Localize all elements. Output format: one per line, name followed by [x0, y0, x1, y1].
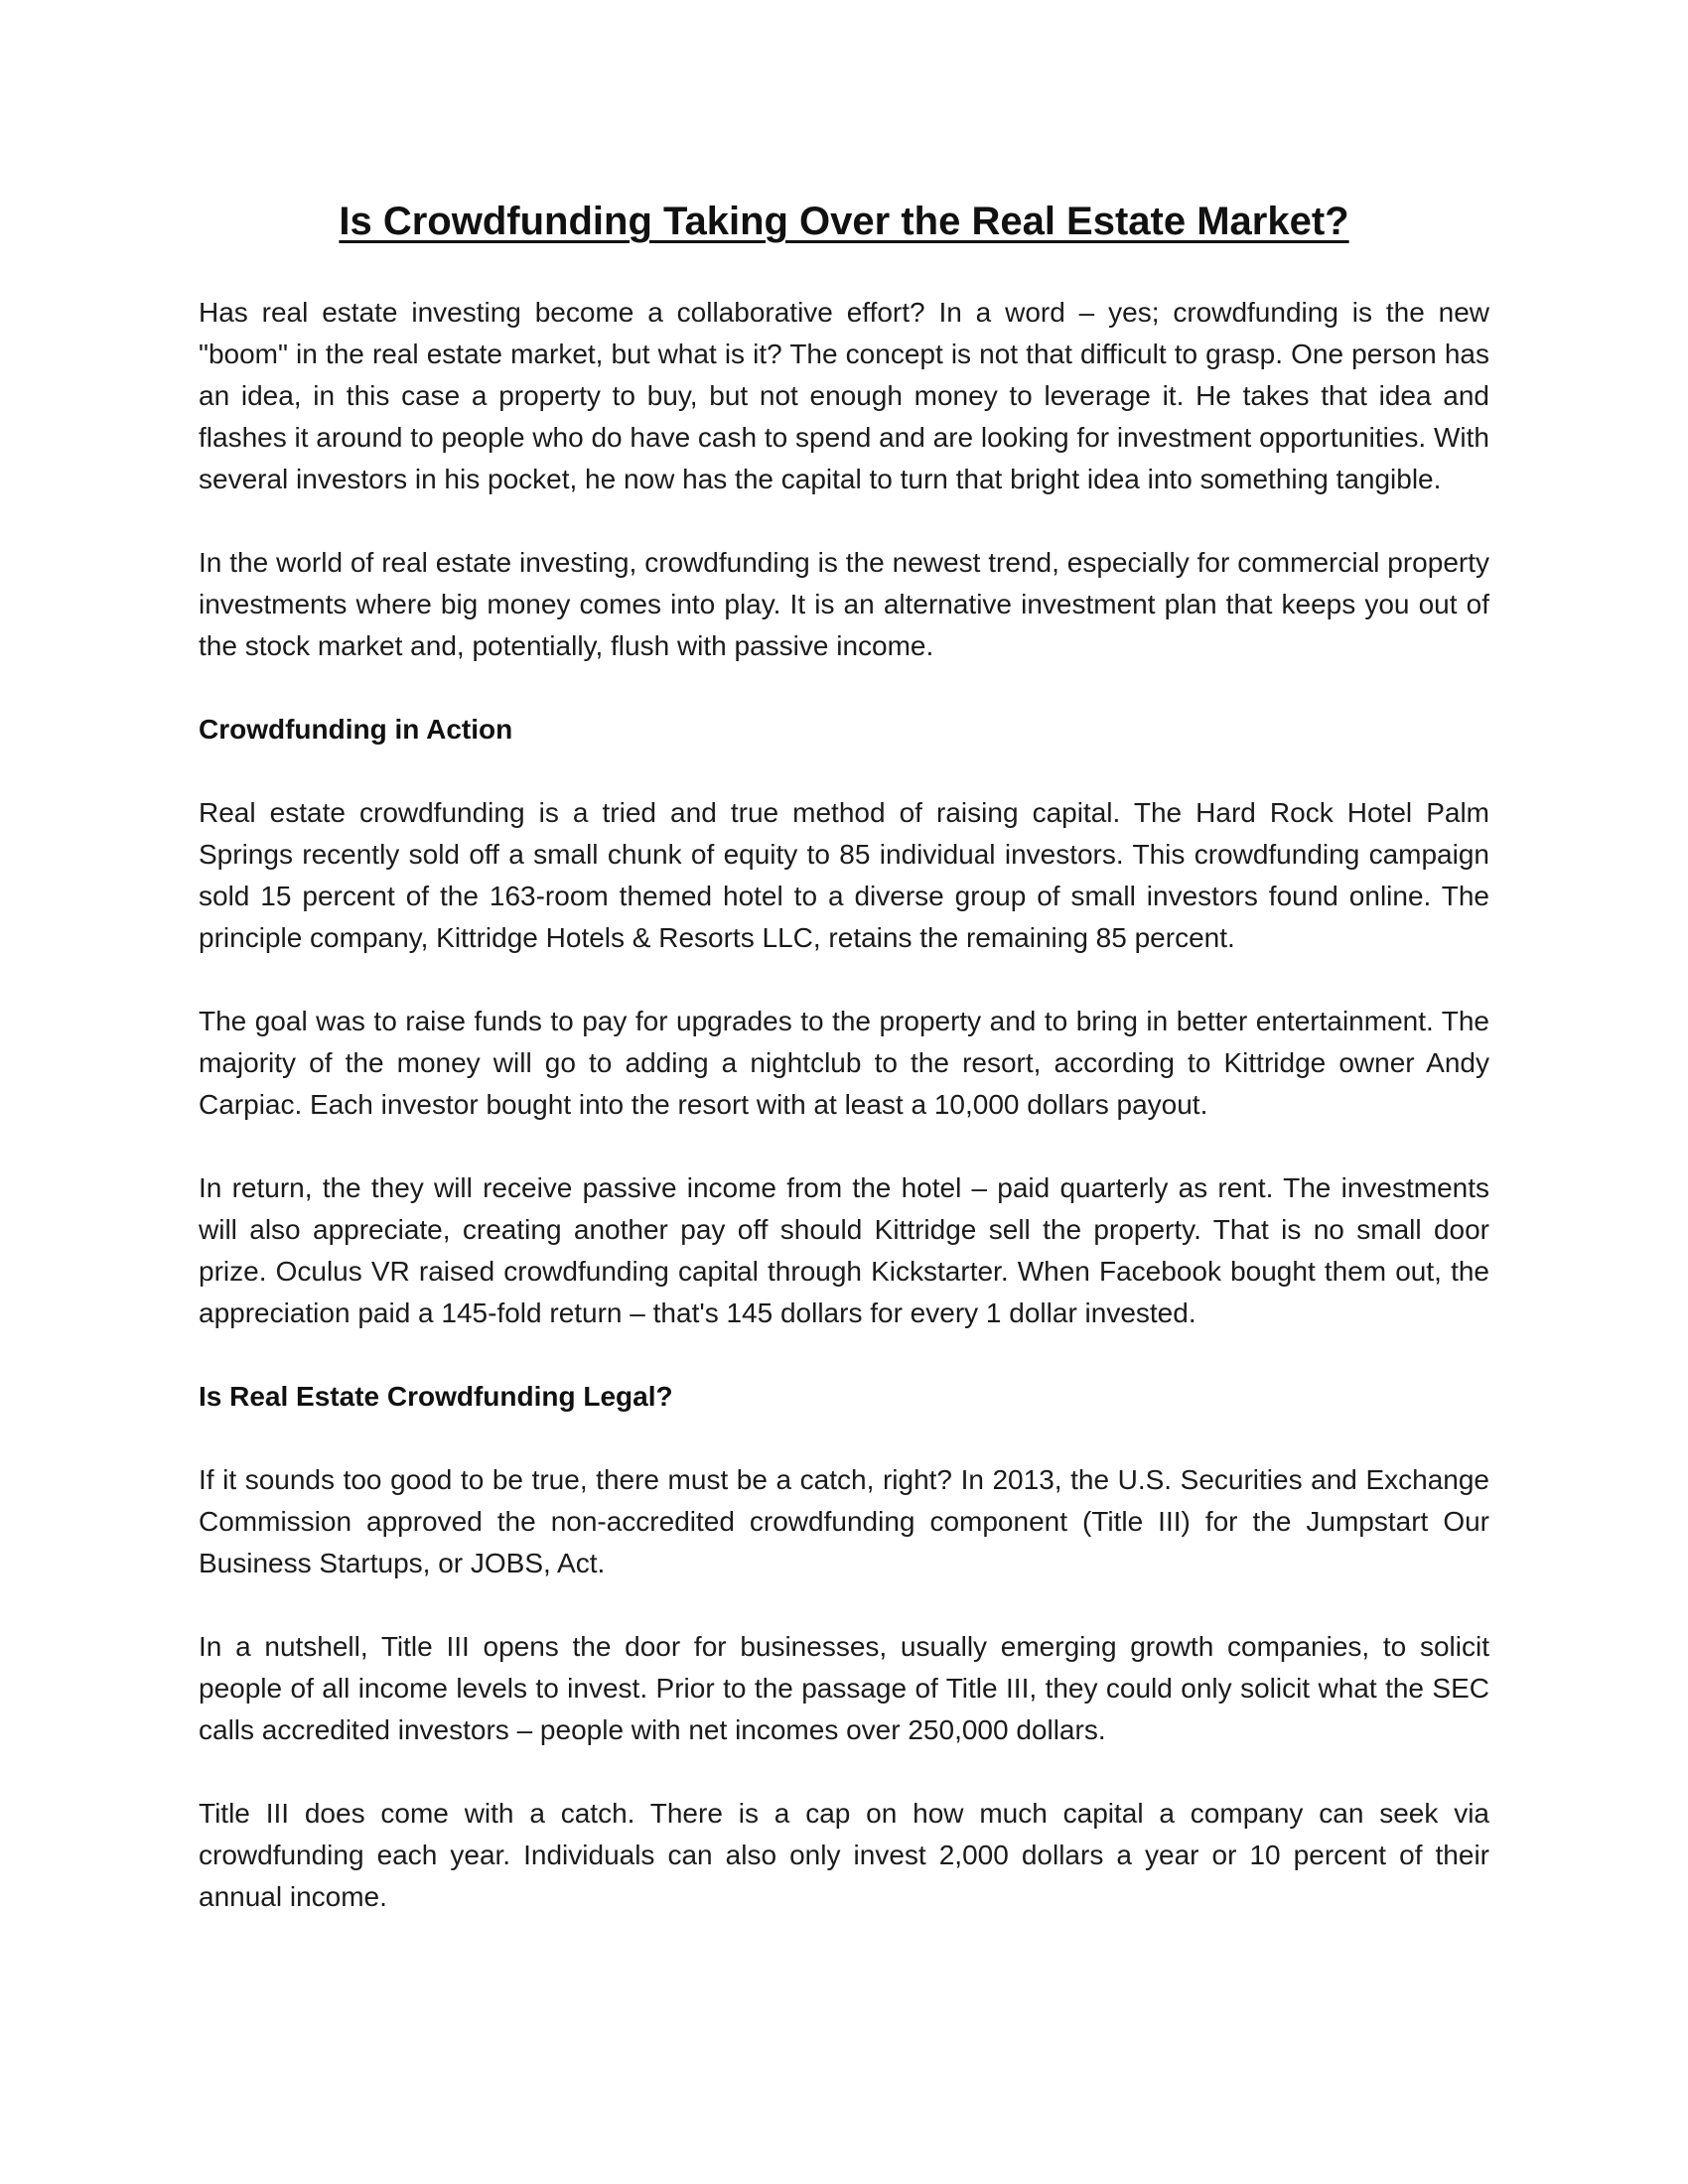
- paragraph-title-iii-catch: Title III does come with a catch. There is a cap on how much capital a company can seek via crowdfunding each year. Individuals can also only invest 2,000 dollars a year or 10 percent of their annual income.: [199, 1798, 1489, 1912]
- section-heading-is-crowdfunding-legal: Is Real Estate Crowdfunding Legal?: [199, 1381, 673, 1412]
- paragraph-sec-approval: If it sounds too good to be true, there must be a catch, right? In 2013, the U.S. Securities and Exchange Commission approved the non-accredited crowdfunding component (Title III) for the Jumpstart Our Business Startups, or JOBS, Act.: [199, 1464, 1489, 1578]
- paragraph-newest-trend: In the world of real estate investing, crowdfunding is the newest trend, especially for commercial property investments where big money comes into play. It is an alternative investment plan that keeps you out of the stock market and, potentially, flush with passive income.: [199, 547, 1489, 661]
- paragraph-raise-funds-goal: The goal was to raise funds to pay for upgrades to the property and to bring in better entertainment. The majority of the money will go to adding a nightclub to the resort, according to Kittridge owner Andy Carpiac. Each investor bought into the resort with at least a 10,000 dollars payout.: [199, 1006, 1489, 1120]
- document-title: Is Crowdfunding Taking Over the Real Estate Market?: [339, 200, 1349, 243]
- paragraph-intro: Has real estate investing become a collaborative effort? In a word – yes; crowdfunding is the new "boom" in the real estate market, but what is it? The concept is not that difficult to grasp. One person has an idea, in this case a property to buy, but not enough money to leverage it. He takes that idea and flashes it around to people who do have cash to spend and are looking for investment opportunities. With several investors in his pocket, he now has the capital to turn that bright idea into something tangible.: [199, 297, 1489, 494]
- paragraph-passive-income-return: In return, the they will receive passive income from the hotel – paid quarterly as rent. The investments will also appreciate, creating another pay off should Kittridge sell the property. That is no small door prize. Oculus VR raised crowdfunding capital through Kickstarter. When Facebook bought them out, the appreciation paid a 145-fold return – that's 145 dollars for every 1 dollar invested.: [199, 1172, 1489, 1328]
- paragraph-hard-rock-hotel: Real estate crowdfunding is a tried and true method of raising capital. The Hard Rock Hotel Palm Springs recently sold off a small chunk of equity to 85 individual investors. This crowdfunding campaign sold 15 percent of the 163-room themed hotel to a diverse group of small investors found online. The principle company, Kittridge Hotels & Resorts LLC, retains the remaining 85 percent.: [199, 797, 1489, 953]
- paragraph-title-iii-nutshell: In a nutshell, Title III opens the door for businesses, usually emerging growth companies, to solicit people of all income levels to invest. Prior to the passage of Title III, they could only solicit what the SEC calls accredited investors – people with net incomes over 250,000 dollars.: [199, 1631, 1489, 1745]
- section-heading-crowdfunding-in-action: Crowdfunding in Action: [199, 714, 513, 745]
